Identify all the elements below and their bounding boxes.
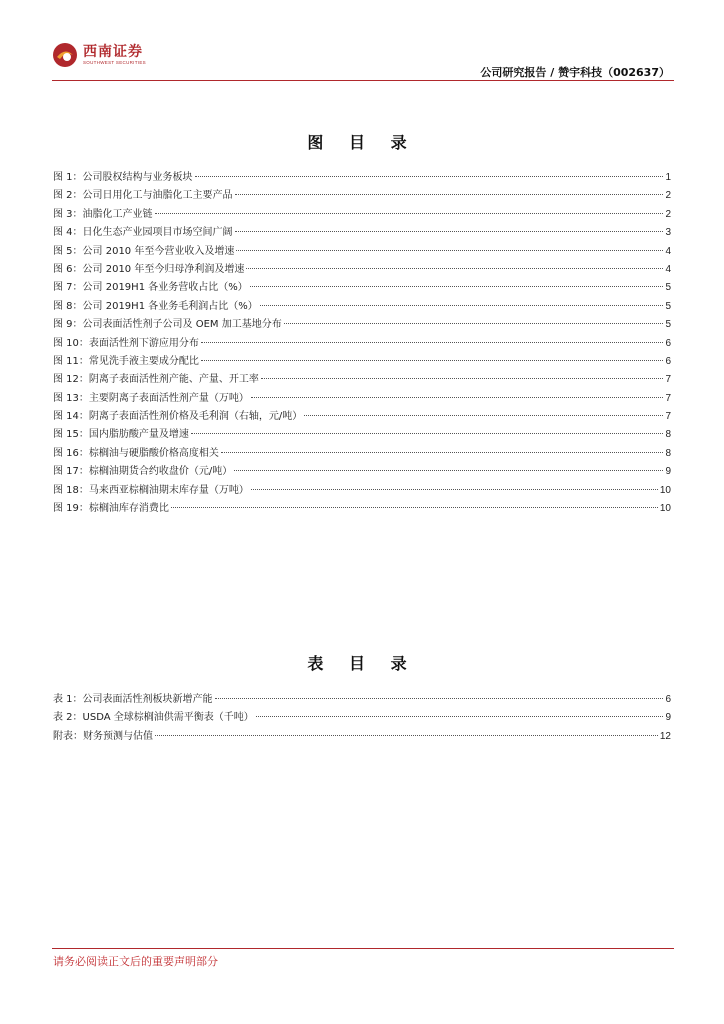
toc-entry-label: 图 7：公司 2019H1 各业务营收占比（%） [53,282,248,294]
toc-entry-page: 12 [659,730,671,742]
toc-entry[interactable] [53,370,671,388]
footer-divider [52,948,674,949]
toc-entry-label: 表 2：USDA 全球棕榈油供需平衡表（千吨） [53,712,254,724]
toc-leader-dots [304,415,663,416]
toc-leader-dots [251,489,658,490]
toc-entry-page: 4 [665,263,671,275]
toc-entry[interactable] [53,168,671,186]
toc-entry-page: 4 [665,245,671,257]
toc-entry[interactable] [53,462,671,480]
toc-leader-dots [221,452,664,453]
toc-entry-page: 10 [659,484,671,496]
toc-entry-label: 图 19：棕榈油库存消费比 [53,503,169,515]
toc-entry-label: 图 6：公司 2010 年至今归母净利润及增速 [53,263,245,275]
toc-leader-dots [201,360,664,361]
toc-entry-label: 图 5：公司 2010 年至今营业收入及增速 [53,245,235,257]
toc-entry-page: 2 [665,208,671,220]
toc-entry-label: 图 1：公司股权结构与业务板块 [53,172,193,183]
toc-leader-dots [236,250,663,251]
toc-entry[interactable] [53,334,671,352]
toc-entry-page: 7 [665,392,671,404]
header-divider [52,80,674,81]
toc-leader-dots [191,433,664,434]
toc-leader-dots [215,698,664,699]
toc-entry-page: 5 [665,319,671,331]
toc-entry[interactable] [53,315,671,333]
toc-entry-label: 图 3：油脂化工产业链 [53,208,153,220]
toc-entry[interactable] [53,727,671,745]
toc-entry[interactable] [53,242,671,260]
toc-entry[interactable] [53,481,671,499]
toc-entry-label: 图 18：马来西亚棕榈油期末库存量（万吨） [53,484,249,496]
logo-chinese-name: 西南证券 [83,44,143,60]
logo-mark-icon [52,42,78,68]
toc-entry[interactable] [53,499,671,517]
toc-leader-dots [261,378,664,379]
toc-entry-label: 图 4：日化生态产业园项目市场空间广阔 [53,227,233,239]
toc-leader-dots [246,268,663,269]
toc-entry[interactable] [53,444,671,462]
toc-entry-page: 6 [665,337,671,349]
toc-entry[interactable] [53,708,671,726]
company-logo [52,42,146,68]
toc-entry[interactable] [53,278,671,296]
toc-entry-label: 图 8：公司 2019H1 各业务毛利润占比（%） [53,300,258,312]
toc-entry-page: 6 [665,355,671,367]
toc-leader-dots [235,231,664,232]
footer-disclaimer: 请务必阅读正文后的重要声明部分 [53,955,218,968]
figures-toc-list [53,168,671,517]
toc-entry-label: 图 13：主要阴离子表面活性剂产量（万吨） [53,392,249,404]
toc-leader-dots [251,397,664,398]
toc-leader-dots [155,213,664,214]
toc-entry-label: 图 2：公司日用化工与油脂化工主要产品 [53,190,233,202]
toc-entry-page: 5 [665,300,671,312]
toc-entry-page: 1 [665,172,671,183]
toc-entry-page: 9 [665,466,671,478]
toc-entry[interactable] [53,690,671,708]
toc-entry-label: 图 15：国内脂肪酸产量及增速 [53,429,189,441]
logo-english-name: SOUTHWEST SECURITIES [83,60,146,65]
toc-entry-label: 附表：财务预测与估值 [53,730,153,742]
toc-entry-page: 5 [665,282,671,294]
toc-leader-dots [260,305,664,306]
toc-entry-label: 图 9：公司表面活性剂子公司及 OEM 加工基地分布 [53,319,282,331]
toc-entry-label: 表 1：公司表面活性剂板块新增产能 [53,694,213,705]
toc-entry[interactable] [53,297,671,315]
toc-leader-dots [201,342,664,343]
toc-entry-page: 2 [665,190,671,202]
toc-entry-page: 9 [665,712,671,724]
toc-entry[interactable] [53,186,671,204]
toc-entry-label: 图 16：棕榈油与硬脂酸价格高度相关 [53,447,219,459]
toc-entry[interactable] [53,407,671,425]
toc-leader-dots [250,286,664,287]
toc-entry[interactable] [53,352,671,370]
toc-leader-dots [195,176,664,177]
toc-leader-dots [235,194,664,195]
toc-entry-page: 7 [665,374,671,386]
toc-entry-label: 图 14：阴离子表面活性剂价格及毛利润（右轴，元/吨） [53,411,303,423]
toc-leader-dots [155,735,658,736]
toc-entry[interactable] [53,389,671,407]
toc-leader-dots [256,716,664,717]
toc-entry-page: 8 [665,429,671,441]
toc-entry-label: 图 10：表面活性剂下游应用分布 [53,337,199,349]
toc-entry-page: 6 [665,694,671,705]
toc-entry-label: 图 11：常见洗手液主要成分配比 [53,355,199,367]
toc-entry-page: 7 [665,411,671,423]
tables-toc-list [53,690,671,745]
toc-entry[interactable] [53,425,671,443]
toc-leader-dots [234,470,663,471]
toc-entry-page: 3 [665,227,671,239]
tables-toc-title: 表 目 录 [307,654,417,673]
toc-entry-page: 8 [665,447,671,459]
toc-entry-page: 10 [659,503,671,515]
toc-entry[interactable] [53,223,671,241]
figures-toc-title: 图 目 录 [307,133,417,152]
toc-entry-label: 图 12：阴离子表面活性剂产能、产量、开工率 [53,374,259,386]
toc-entry-label: 图 17：棕榈油期货合约收盘价（元/吨） [53,466,233,478]
toc-entry[interactable] [53,205,671,223]
toc-entry[interactable] [53,260,671,278]
toc-leader-dots [284,323,664,324]
toc-leader-dots [171,507,658,508]
report-info: 公司研究报告 / 赞宇科技（002637） [480,66,670,79]
